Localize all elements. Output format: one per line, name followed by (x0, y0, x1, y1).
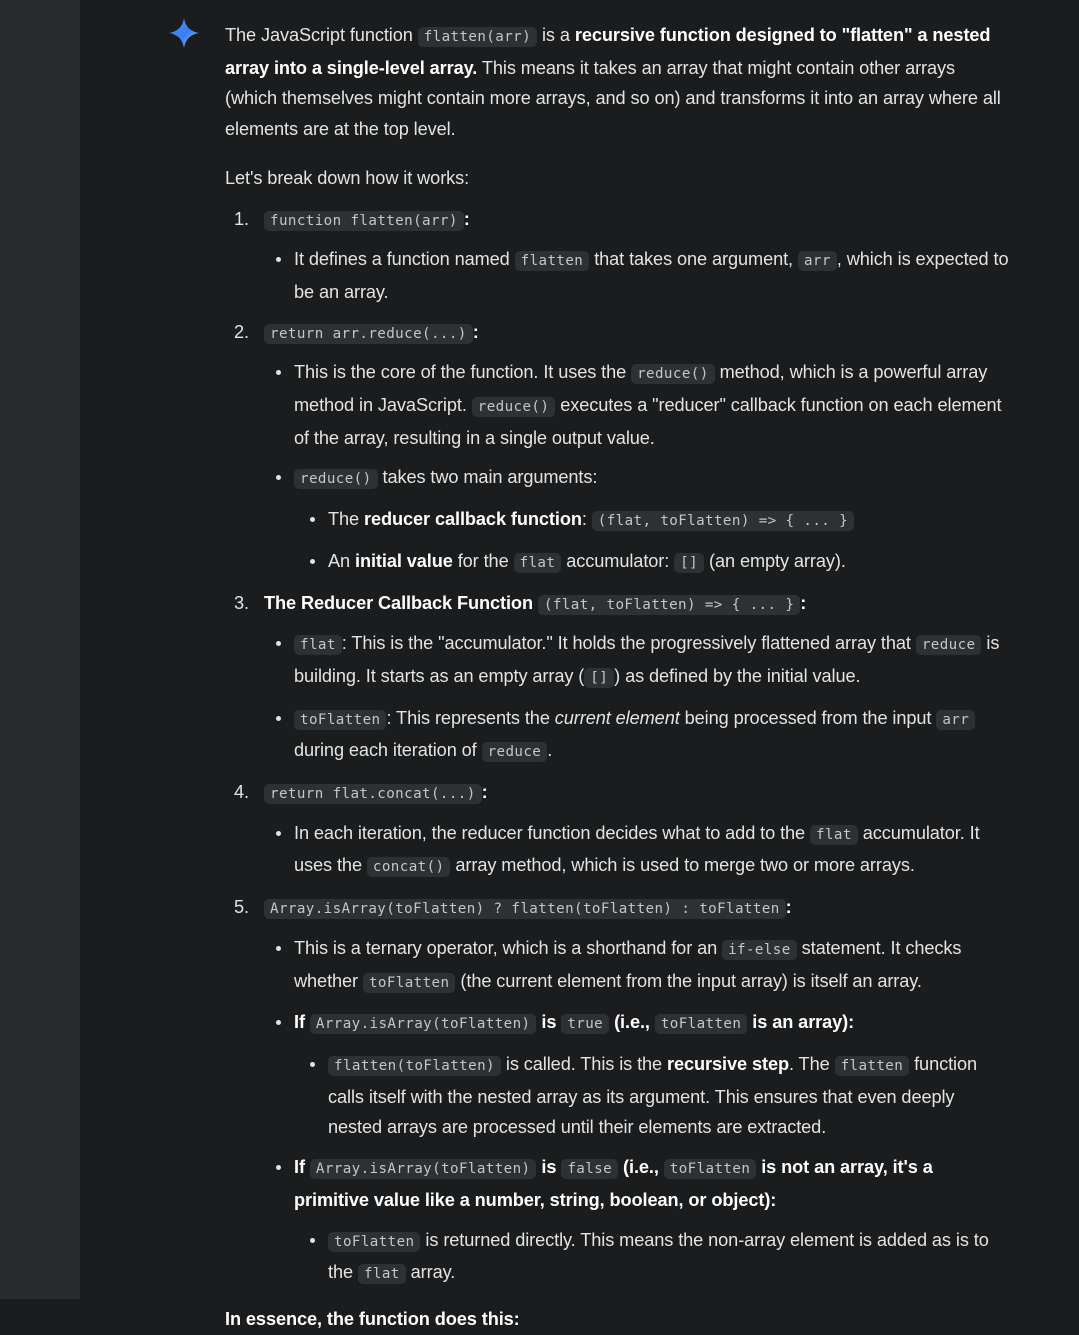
bullet-item: toFlatten : This represents the current element being processed from the input arr during each iteration of reduce . (294, 703, 1010, 768)
step-heading: function flatten(arr) : (264, 204, 1010, 237)
sub-bullet-item: An initial value for the flat accumulator: [] (an empty array). (328, 546, 1010, 579)
step-number: 5. (234, 897, 249, 918)
inline-code: false (561, 1159, 618, 1179)
inline-code: arr (936, 710, 975, 730)
inline-code: toFlatten (363, 973, 455, 993)
inline-code: [] (584, 668, 614, 688)
essence-heading: In essence, the function does this: (225, 1308, 520, 1329)
step-heading: The Reducer Callback Function (flat, toFlatten) => { ... } : (264, 592, 807, 613)
inline-code: reduce() (631, 364, 715, 384)
inline-code: return arr.reduce(...) (264, 324, 473, 344)
inline-code: reduce() (472, 397, 556, 417)
inline-code: return flat.concat(...) (264, 784, 482, 804)
inline-code: (flat, toFlatten) => { ... } (592, 511, 854, 531)
sub-bullet-item: flatten(toFlatten) is called. This is the recursive step. The flatten function calls itself with the nested array as its argument. This ensures that even deeply nested arrays are processed until their elements are extracted. (328, 1049, 1010, 1143)
step-5 (225, 892, 1010, 1290)
breakdown-paragraph: Let's break down how it works: (225, 167, 470, 188)
steps-list (225, 204, 1010, 1290)
inline-code: Array.isArray(toFlatten) (310, 1159, 537, 1179)
bullet-item: If Array.isArray(toFlatten) is false (i.e., toFlatten is not an array, it's a primitive value like a number, string, boolean, or object): toFlatten is returned directly. This means the non-array element is added as is to the flat array. (294, 1152, 1010, 1290)
bullet-item: This is the core of the function. It uses the reduce() method, which is a powerful array method in JavaScript. reduce() executes a "reducer" callback function on each element of the array, resulting in a single output value. (294, 357, 1010, 453)
bullet-item: It defines a function named flatten that takes one argument, arr , which is expected to be an array. (294, 244, 1010, 307)
bullet-item: flat : This is the "accumulator." It holds the progressively flattened array that reduce is building. It starts as an empty array ( [] ) as defined by the initial value. (294, 628, 1010, 693)
inline-code: concat() (367, 857, 451, 877)
inline-code: true (561, 1014, 609, 1034)
inline-code: toFlatten (328, 1232, 420, 1252)
inline-code: flat (294, 635, 342, 655)
inline-code: toFlatten (664, 1159, 756, 1179)
sub-bullet-item: toFlatten is returned directly. This means the non-array element is added as is to the flat array. (328, 1225, 1010, 1290)
inline-code: toFlatten (655, 1014, 747, 1034)
sparkle-icon (168, 17, 200, 49)
bullet-item: reduce() takes two main arguments: The reducer callback function: (flat, toFlatten) => { ... } An initial value for the flat accumulator: [] (an empty array). (294, 462, 1010, 578)
step-number: 2. (234, 321, 249, 342)
inline-code: flatten(toFlatten) (328, 1056, 501, 1076)
inline-code: flatten(arr) (418, 27, 537, 47)
step-number: 3. (234, 592, 249, 613)
left-sidebar-rail (0, 0, 80, 1299)
step-3 (225, 588, 1010, 769)
inline-code: flat (810, 825, 858, 845)
bullet-item: In each iteration, the reducer function decides what to add to the flat accumulator. It uses the concat() array method, which is used to merge two or more arrays. (294, 818, 1010, 883)
step-heading: return arr.reduce(...) : (264, 317, 1010, 350)
step-number: 1. (234, 208, 249, 229)
inline-code: flatten (835, 1056, 910, 1076)
inline-code: Array.isArray(toFlatten) ? flatten(toFlatten) : toFlatten (264, 899, 786, 919)
step-number: 4. (234, 782, 249, 803)
inline-code: [] (674, 553, 704, 573)
assistant-response (225, 20, 1010, 1335)
intro-paragraph: The JavaScript function flatten(arr) is a recursive function designed to "flatten" a nested array into a single-level array. This means it takes an array that might contain other arrays (which themselves might contain more arrays, and so on) and transforms it into an array where all elements are at the top level. (225, 25, 1001, 140)
inline-code: if-else (722, 940, 797, 960)
step-1 (225, 204, 1010, 308)
sub-bullet-item: The reducer callback function: (flat, toFlatten) => { ... } (328, 504, 1010, 537)
inline-code: arr (798, 251, 837, 271)
inline-code: Array.isArray(toFlatten) (310, 1014, 537, 1034)
inline-code: flatten (515, 251, 590, 271)
step-heading: return flat.concat(...) : (264, 777, 1010, 810)
inline-code: reduce (482, 742, 548, 762)
inline-code: (flat, toFlatten) => { ... } (538, 595, 800, 615)
step-2 (225, 317, 1010, 579)
step-heading: Array.isArray(toFlatten) ? flatten(toFlatten) : toFlatten : (264, 892, 1010, 925)
inline-code: function flatten(arr) (264, 211, 464, 231)
step-4 (225, 777, 1010, 883)
inline-code: reduce() (294, 469, 378, 489)
bullet-item: This is a ternary operator, which is a shorthand for an if-else statement. It checks whether toFlatten (the current element from the input array) is itself an array. (294, 933, 1010, 998)
inline-code: flat (514, 553, 562, 573)
inline-code: flat (358, 1264, 406, 1284)
inline-code: reduce (916, 635, 982, 655)
bullet-item: If Array.isArray(toFlatten) is true (i.e., toFlatten is an array): flatten(toFlatten) is called. This is the recursive step. The flatten function calls itself with the nested array as its argument. This ensures that even deeply nested arrays are processed until their elements are extracted. (294, 1007, 1010, 1143)
inline-code: toFlatten (294, 710, 386, 730)
